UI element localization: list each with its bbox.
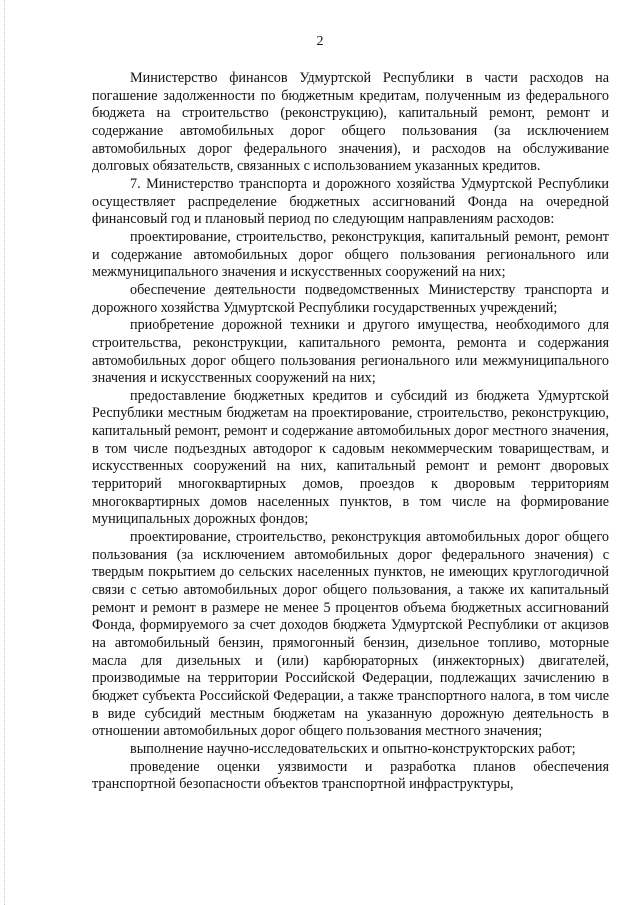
document-body (92, 70, 609, 794)
paragraph-ministry-finance: Министерство финансов Удмуртской Республики в части расходов на погашение задолженности по бюджетным кредитам, полученным из федерального бюджета на строительство (реконструкцию), капитальный ремонт, ремонт и содержание автомобильных дорог общего пользования (за исключением автомобильных дорог федерального значения), и расходов на обслуживание долговых обязательств, связанных с использованием указанных кредитов. (92, 70, 609, 175)
paragraph-item-7: 7. Министерство транспорта и дорожного хозяйства Удмуртской Республики осуществляет распределение бюджетных ассигнований Фонда на очередной финансовый год и плановый период по следующим направлениям расходов: (92, 175, 609, 228)
paragraph-design-construction: проектирование, строительство, реконструкция, капитальный ремонт, ремонт и содержание автомобильных дорог общего пользования регионального или межмуниципального значения и искусственных сооружений на них; (92, 228, 609, 281)
paragraph-transport-security: проведение оценки уязвимости и разработка планов обеспечения транспортной безопасности объектов транспортной инфраструктуры, (92, 758, 609, 793)
scan-edge-divider (4, 0, 6, 905)
paragraph-institutions-support: обеспечение деятельности подведомственных Министерству транспорта и дорожного хозяйства Удмуртской Республики государственных учреждений; (92, 281, 609, 316)
paragraph-equipment-purchase: приобретение дорожной техники и другого имущества, необходимого для строительства, реконструкции, капитального ремонта, ремонта и содержания автомобильных дорог общего пользования регионального или межмуниципального значения и искусственных сооружений на них; (92, 317, 609, 387)
paragraph-rural-roads: проектирование, строительство, реконструкция автомобильных дорог общего пользования (за исключением автомобильных дорог федерального значения) с твердым покрытием до сельских населенных пунктов, не имеющих круглогодичной связи с сетью автомобильных дорог общего пользования, а также их капитальный ремонт и ремонт в размере не менее 5 процентов объема бюджетных ассигнований Фонда, формируемого за счет доходов бюджета Удмуртской Республики от акцизов на автомобильный бензин, прямогонный бензин, дизельное топливо, моторные масла для дизельных и (или) карбюраторных (инжекторных) двигателей, производимые на территории Российской Федерации, подлежащих зачислению в бюджет субъекта Российской Федерации, а также транспортного налога, в том числе в виде субсидий местным бюджетам на указанную дорожную деятельность в отношении автомобильных дорог общего пользования местного значения; (92, 529, 609, 740)
page-number: 2 (316, 34, 324, 49)
paragraph-budget-credits: предоставление бюджетных кредитов и субсидий из бюджета Удмуртской Республики местным бюджетам на проектирование, строительство, реконструкцию, капитальный ремонт, ремонт и содержание автомобильных дорог местного значения, в том числе подъездных автодорог к садовым некоммерческим товариществам, и искусственных сооружений на них, капитальный ремонт и ремонт дворовых территорий многоквартирных домов, проездов к дворовым территориям многоквартирных домов населенных пунктов, в том числе на формирование муниципальных дорожных фондов; (92, 387, 609, 528)
paragraph-research-works: выполнение научно-исследовательских и опытно-конструкторских работ; (130, 740, 576, 757)
